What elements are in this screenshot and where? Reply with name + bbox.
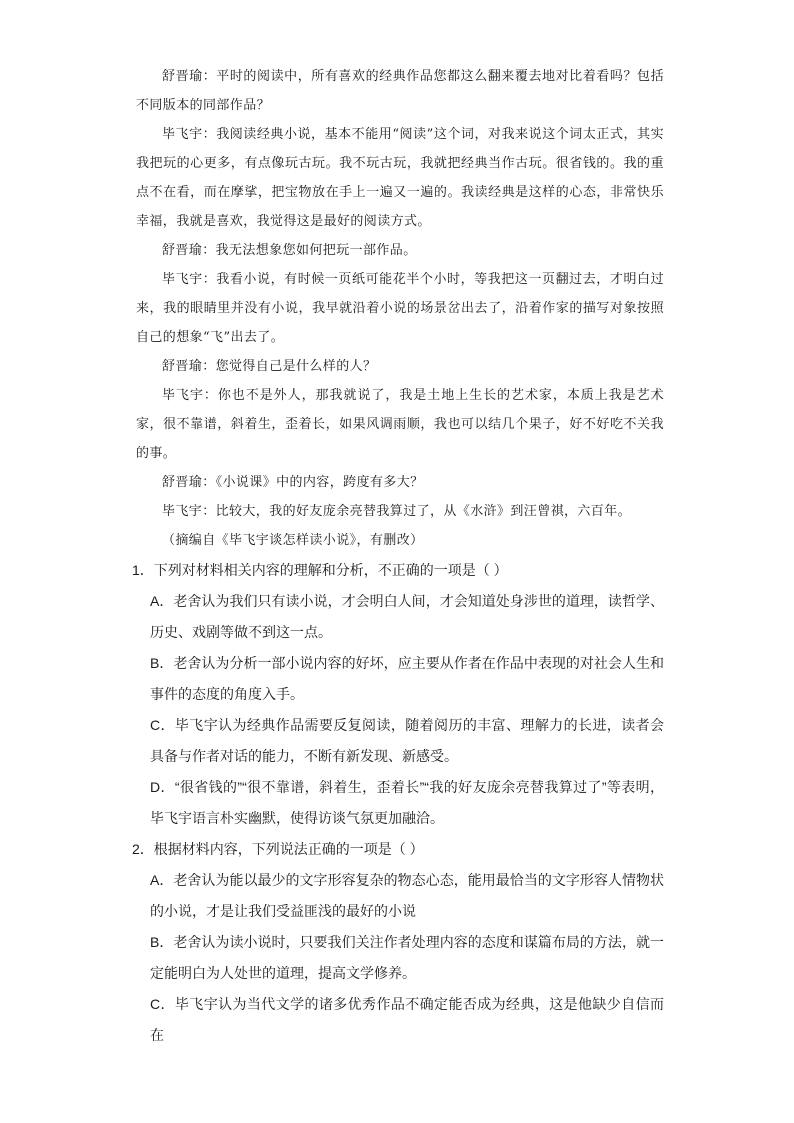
question-list bbox=[132, 555, 664, 1051]
interview-paragraph: 毕飞宇：比较大，我的好友庞余亮替我算过了，从《水浒》到汪曾祺，六百年。 bbox=[162, 504, 632, 519]
question-1 bbox=[132, 555, 664, 834]
interview-paragraph: 舒晋瑜：我无法想象您如何把玩一部作品。 bbox=[162, 243, 417, 258]
option-d: D．“很省钱的”“很不靠谱，斜着生，歪着长”“我的好友庞余亮替我算过了”等表明，毕飞宇语言朴实幽默，使得访谈气氛更加融洽。 bbox=[150, 779, 664, 826]
option-c: C．毕飞宇认为经典作品需要反复阅读，随着阅历的丰富、理解力的长进，读者会具备与作者对话的能力，不断有新发现、新感受。 bbox=[150, 717, 664, 764]
interview-paragraph: 舒晋瑜：您觉得自己是什么样的人？ bbox=[162, 359, 377, 374]
option-a: A．老舍认为我们只有读小说，才会明白人间，才会知道处身涉世的道理，读哲学、历史、戏剧等做不到这一点。 bbox=[150, 593, 664, 640]
option-c: C．毕飞宇认为当代文学的诸多优秀作品不确定能否成为经典，这是他缺少自信而在 bbox=[150, 996, 664, 1043]
question-stem: 2．根据材料内容，下列说法正确的一项是（ ） bbox=[132, 841, 424, 857]
question-stem: 1．下列对材料相关内容的理解和分析，不正确的一项是（ ） bbox=[132, 562, 508, 578]
question-2 bbox=[132, 834, 664, 1051]
option-b: B．老舍认为读小说时，只要我们关注作者处理内容的态度和谋篇布局的方法，就一定能明白为人处世的道理，提高文学修养。 bbox=[150, 934, 664, 981]
document-page bbox=[132, 62, 664, 1051]
interview-paragraph: 毕飞宇：我阅读经典小说，基本不能用“阅读”这个词，对我来说这个词太正式，其实我把玩的心更多，有点像玩古玩。我不玩古玩，我就把经典当作古玩。很省钱的。我的重点不在看，而在摩挲，把宝物放在手上一遍又一遍的。我读经典是这样的心态，非常快乐幸福，我就是喜欢，我觉得这是最好的阅读方式。 bbox=[136, 127, 664, 229]
interview-excerpt bbox=[136, 62, 664, 555]
interview-paragraph: 舒晋瑜：《小说课》中的内容，跨度有多大？ bbox=[162, 475, 424, 490]
option-b: B．老舍认为分析一部小说内容的好坏，应主要从作者在作品中表现的对社会人生和事件的态度的角度入手。 bbox=[150, 655, 664, 702]
option-a: A．老舍认为能以最少的文字形容复杂的物态心态，能用最恰当的文字形容人情物状的小说，才是让我们受益匪浅的最好的小说 bbox=[150, 872, 664, 919]
source-citation: （摘编自《毕飞宇谈怎样读小说》，有删改） bbox=[162, 533, 424, 548]
interview-paragraph: 毕飞宇：我看小说，有时候一页纸可能花半个小时，等我把这一页翻过去，才明白过来，我的眼睛里并没有小说，我早就沿着小说的场景岔出去了，沿着作家的描写对象按照自己的想象“飞”出去了。 bbox=[136, 272, 664, 345]
interview-paragraph: 毕飞宇：你也不是外人，那我就说了，我是土地上生长的艺术家，本质上我是艺术家，很不靠谱，斜着生，歪着长，如果风调雨顺，我也可以结几个果子，好不好吃不关我的事。 bbox=[136, 388, 664, 461]
interview-paragraph: 舒晋瑜：平时的阅读中，所有喜欢的经典作品您都这么翻来覆去地对比着看吗？包括不同版本的同部作品？ bbox=[136, 69, 664, 113]
